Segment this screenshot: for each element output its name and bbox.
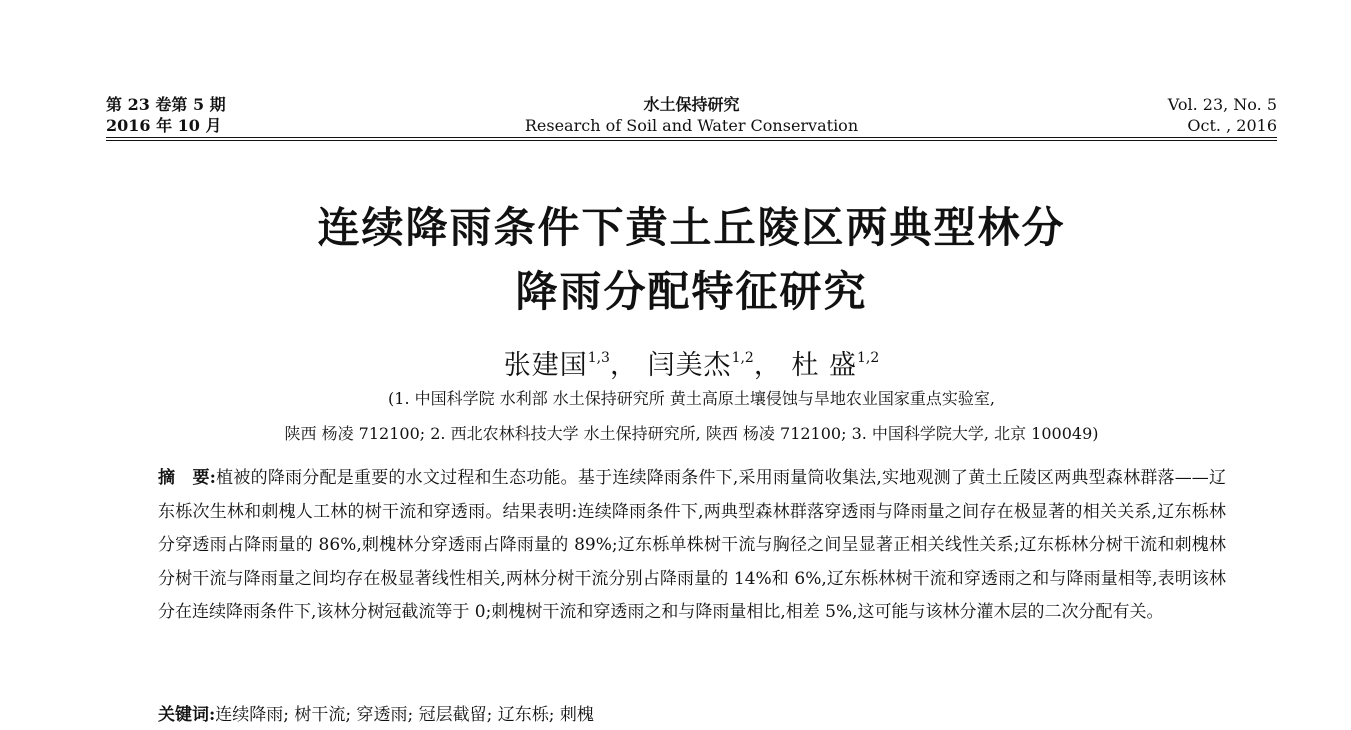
journal-name: [106, 94, 1277, 136]
abstract-text: 植被的降雨分配是重要的水文过程和生态功能。基于连续降雨条件下,采用雨量筒收集法,实地观测了黄土丘陵区两典型森林群落——辽东栎次生林和刺槐人工林的树干流和穿透雨。结果表明:连续降雨条件下,两典型森林群落穿透雨与降雨量之间存在极显著的相关关系,辽东栎林分穿透雨占降雨量的 86%,刺槐林分穿透雨占降雨量的 89%;辽东栎单株树干流与胸径之间呈显著正相关线性关系;辽东栎林分树干流和刺槐林分树干流与降雨量之间均存在极显著线性相关,两林分树干流分别占降雨量的 14%和 6%,辽东栎林树干流和穿透雨之和与降雨量相等,表明该林分在连续降雨条件下,该林分树冠截流等于 0;刺槐树干流和穿透雨之和与降雨量相比,相差 5%,这可能与该林分灌木层的二次分配有关。: [158, 468, 1226, 622]
running-header: [106, 94, 1277, 140]
author-name: 张建国: [503, 350, 588, 381]
abstract: [158, 462, 1226, 630]
keywords: [158, 702, 1226, 728]
author-affil-mark: 1,2: [857, 350, 880, 366]
keywords-label: 关键词:: [158, 705, 216, 725]
journal-name-en: Research of Soil and Water Conservation: [524, 116, 859, 135]
date-en: Oct. , 2016: [1187, 116, 1277, 135]
paper-title: [106, 196, 1277, 324]
date-cn: 2016 年 10 月: [106, 116, 222, 135]
volume-issue-en: Vol. 23, No. 5: [1167, 95, 1277, 114]
journal-issue-en: [1168, 94, 1277, 136]
title-line-2: 降雨分配特征研究: [515, 267, 868, 316]
author-affil-mark: 1,2: [731, 350, 754, 366]
abstract-label: 摘 要:: [158, 468, 216, 488]
author-list: [106, 340, 1277, 384]
title-line-1: 连续降雨条件下黄土丘陵区两典型林分: [317, 203, 1066, 252]
author-name: 闫美杰: [647, 350, 732, 381]
author-separator: ，: [753, 350, 782, 381]
author-name: 杜 盛: [791, 350, 858, 381]
author-separator: ，: [609, 350, 638, 381]
header-rule: [106, 137, 1277, 141]
affiliation-line-1: (1. 中国科学院 水利部 水土保持研究所 黄土高原土壤侵蚀与旱地农业国家重点实验室,: [388, 389, 995, 408]
journal-name-cn: 水土保持研究: [643, 95, 740, 114]
keywords-text: 连续降雨; 树干流; 穿透雨; 冠层截留; 辽东栎; 刺槐: [215, 705, 594, 725]
volume-issue-cn: 第 23 卷第 5 期: [106, 95, 226, 114]
affiliation-line-2: 陕西 杨凌 712100; 2. 西北农林科技大学 水土保持研究所, 陕西 杨凌 712100; 3. 中国科学院大学, 北京 100049): [284, 424, 1099, 443]
author-affil-mark: 1,3: [587, 350, 610, 366]
